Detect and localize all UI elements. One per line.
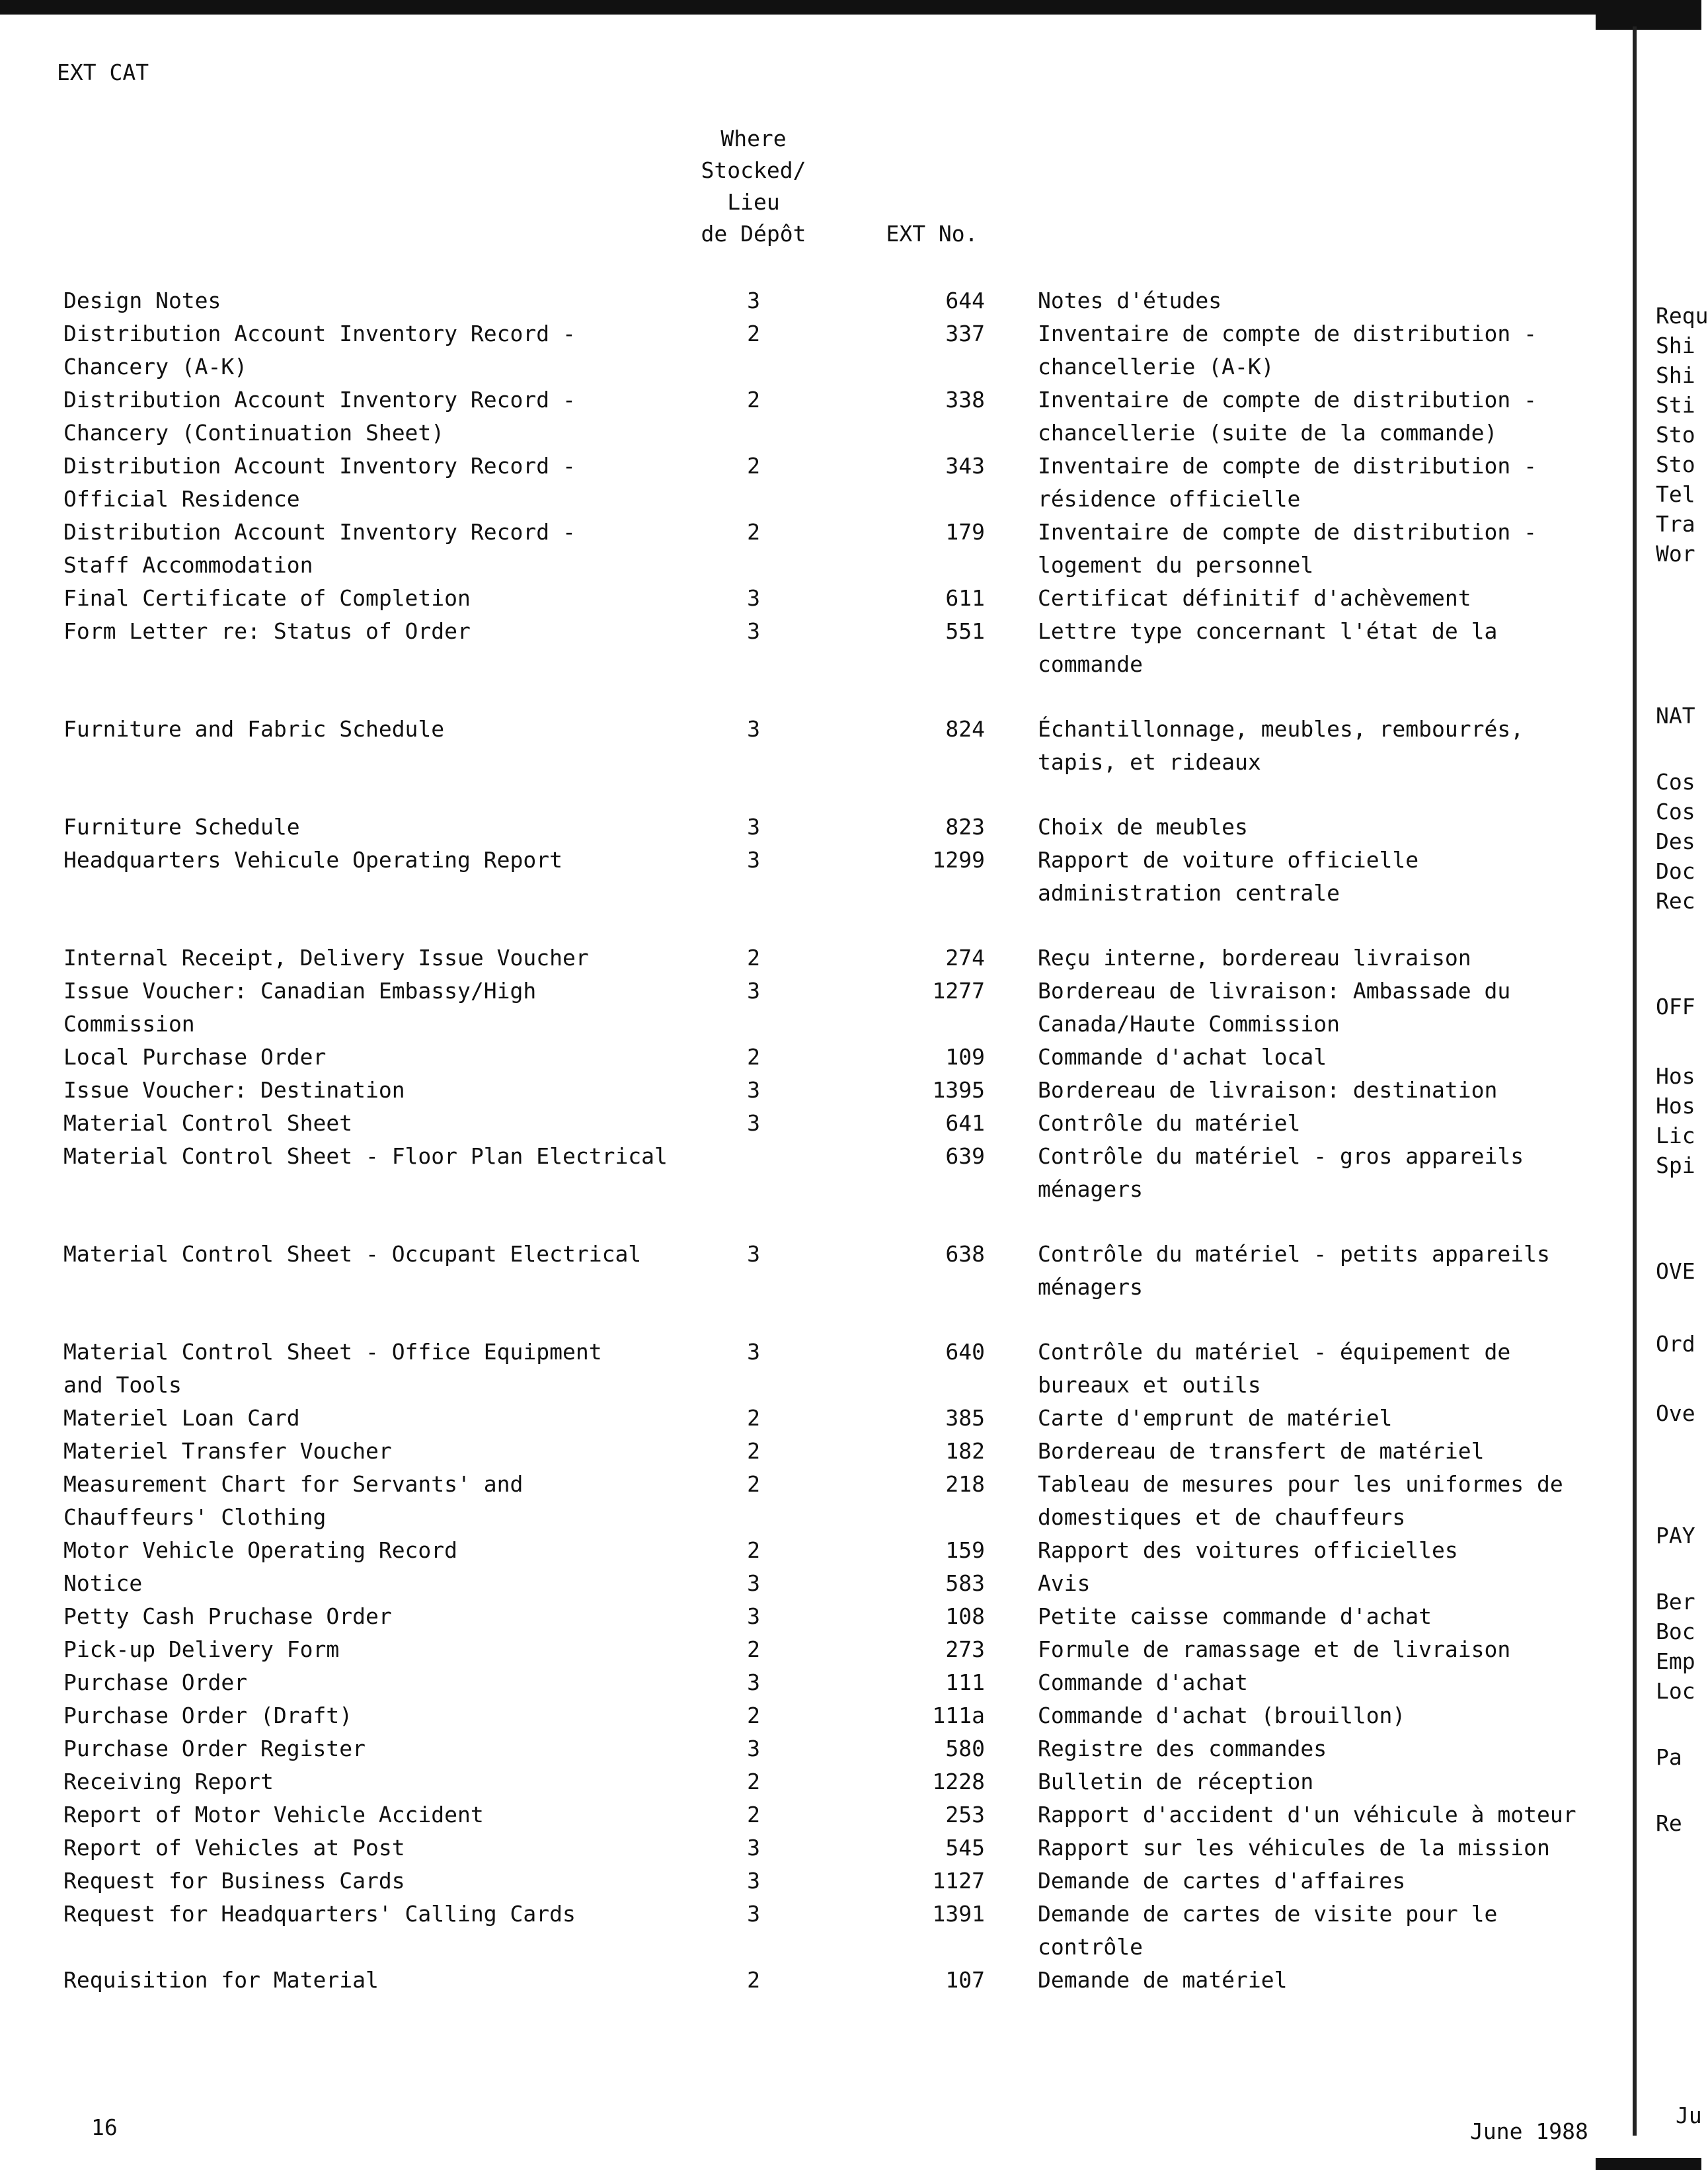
ext-number-cell: 1127 bbox=[932, 1868, 985, 1894]
where-stocked-cell: 2 bbox=[747, 1769, 760, 1794]
french-title-cell: Choix de meubles bbox=[1038, 814, 1248, 840]
where-stocked-cell: 3 bbox=[747, 1241, 760, 1267]
cut-off-text-fragment: Tra bbox=[1656, 511, 1695, 537]
table-row bbox=[0, 1041, 1586, 1074]
cut-off-text-fragment: Sto bbox=[1656, 452, 1695, 477]
english-title-cell: Internal Receipt, Delivery Issue Voucher bbox=[63, 945, 589, 971]
where-stocked-cell: 3 bbox=[747, 1570, 760, 1596]
where-stocked-cell: 3 bbox=[747, 978, 760, 1004]
where-stocked-cell: 3 bbox=[747, 288, 760, 313]
english-title-cell: Materiel Transfer Voucher bbox=[63, 1438, 392, 1464]
ext-number-cell: 638 bbox=[945, 1241, 985, 1267]
cut-off-text-fragment: Ber bbox=[1656, 1589, 1695, 1615]
french-title-cell: Rapport de voiture officielle administration centrale bbox=[1038, 847, 1419, 906]
table-row bbox=[0, 1336, 1586, 1402]
english-title-cell: Distribution Account Inventory Record - Chancery (Continuation Sheet) bbox=[63, 387, 576, 446]
cut-off-text-fragment: Spi bbox=[1656, 1152, 1695, 1178]
english-title-cell: Material Control Sheet - Office Equipment and Tools bbox=[63, 1339, 602, 1398]
ext-number-cell: 179 bbox=[945, 519, 985, 545]
ext-number-cell: 182 bbox=[945, 1438, 985, 1464]
english-title-cell: Headquarters Vehicule Operating Report bbox=[63, 847, 563, 873]
ext-number-cell: 639 bbox=[945, 1143, 985, 1169]
french-title-cell: Commande d'achat bbox=[1038, 1669, 1248, 1695]
english-title-cell: Local Purchase Order bbox=[63, 1044, 327, 1070]
cut-off-text-fragment: Hos bbox=[1656, 1063, 1695, 1089]
french-title-cell: Avis bbox=[1038, 1570, 1091, 1596]
where-stocked-cell: 3 bbox=[747, 847, 760, 873]
english-title-cell: Notice bbox=[63, 1570, 143, 1596]
english-title-cell: Distribution Account Inventory Record - Staff Accommodation bbox=[63, 519, 576, 578]
english-title-cell: Design Notes bbox=[63, 288, 221, 313]
where-stocked-cell: 3 bbox=[747, 585, 760, 611]
french-title-cell: Demande de cartes de visite pour le contrôle bbox=[1038, 1901, 1498, 1960]
table-row bbox=[0, 615, 1586, 681]
table-row bbox=[0, 1402, 1586, 1435]
where-stocked-column-header: Where Stocked/ Lieu de Dépôt bbox=[701, 126, 806, 247]
ext-number-cell: 1299 bbox=[932, 847, 985, 873]
table-row bbox=[0, 1865, 1586, 1898]
english-title-cell: Request for Headquarters' Calling Cards bbox=[63, 1901, 576, 1927]
french-title-cell: Petite caisse commande d'achat bbox=[1038, 1603, 1432, 1629]
table-row bbox=[0, 1765, 1586, 1798]
table-row bbox=[0, 1435, 1586, 1468]
ext-number-cell: 274 bbox=[945, 945, 985, 971]
cut-off-text-fragment: Wor bbox=[1656, 541, 1695, 567]
ext-number-cell: 824 bbox=[945, 716, 985, 742]
english-title-cell: Distribution Account Inventory Record - Chancery (A-K) bbox=[63, 321, 576, 380]
cut-off-text-fragment: Tel bbox=[1656, 481, 1695, 507]
where-stocked-cell: 2 bbox=[747, 1802, 760, 1828]
french-title-cell: Bordereau de livraison: Ambassade du Canada/Haute Commission bbox=[1038, 978, 1511, 1037]
ext-number-cell: 109 bbox=[945, 1044, 985, 1070]
cut-off-text-fragment: Cos bbox=[1656, 769, 1695, 795]
french-title-cell: Bordereau de transfert de matériel bbox=[1038, 1438, 1485, 1464]
french-title-cell: Demande de cartes d'affaires bbox=[1038, 1868, 1406, 1894]
where-stocked-cell: 2 bbox=[747, 519, 760, 545]
scan-corner-shadow bbox=[1596, 0, 1701, 30]
ext-number-cell: 108 bbox=[945, 1603, 985, 1629]
cut-off-text-fragment: Shi bbox=[1656, 362, 1695, 388]
english-title-cell: Report of Vehicles at Post bbox=[63, 1835, 405, 1861]
english-title-cell: Receiving Report bbox=[63, 1769, 274, 1794]
ext-number-cell: 385 bbox=[945, 1405, 985, 1431]
french-title-cell: Reçu interne, bordereau livraison bbox=[1038, 945, 1471, 971]
english-title-cell: Material Control Sheet - Floor Plan Electrical bbox=[63, 1143, 668, 1169]
french-title-cell: Commande d'achat local bbox=[1038, 1044, 1327, 1070]
english-title-cell: Requisition for Material bbox=[63, 1967, 379, 1993]
ext-number-cell: 580 bbox=[945, 1736, 985, 1761]
english-title-cell: Issue Voucher: Canadian Embassy/High Commission bbox=[63, 978, 537, 1037]
english-title-cell: Measurement Chart for Servants' and Chauffeurs' Clothing bbox=[63, 1471, 524, 1530]
french-title-cell: Rapport d'accident d'un véhicule à moteur bbox=[1038, 1802, 1576, 1828]
scan-top-border bbox=[0, 0, 1701, 15]
where-stocked-cell: 3 bbox=[747, 1077, 760, 1103]
english-title-cell: Request for Business Cards bbox=[63, 1868, 405, 1894]
ext-number-cell: 111 bbox=[945, 1669, 985, 1695]
table-row bbox=[0, 383, 1586, 450]
french-title-cell: Inventaire de compte de distribution - résidence officielle bbox=[1038, 453, 1537, 512]
ext-number-cell: 111a bbox=[932, 1703, 985, 1728]
english-title-cell: Material Control Sheet bbox=[63, 1110, 353, 1136]
where-stocked-cell: 2 bbox=[747, 1703, 760, 1728]
ext-number-cell: 1391 bbox=[932, 1901, 985, 1927]
cut-off-text-fragment: NAT bbox=[1656, 703, 1695, 729]
english-title-cell: Furniture and Fabric Schedule bbox=[63, 716, 445, 742]
cut-off-text-fragment: Requ bbox=[1656, 303, 1708, 329]
cut-off-text-fragment: PAY bbox=[1656, 1523, 1695, 1548]
table-row bbox=[0, 1534, 1586, 1567]
cut-off-text-fragment: Rec bbox=[1656, 888, 1695, 914]
table-row bbox=[0, 1140, 1586, 1206]
table-row bbox=[0, 284, 1586, 317]
table-row bbox=[0, 450, 1586, 516]
french-title-cell: Lettre type concernant l'état de la commande bbox=[1038, 618, 1498, 677]
french-title-cell: Notes d'études bbox=[1038, 288, 1222, 313]
english-title-cell: Form Letter re: Status of Order bbox=[63, 618, 471, 644]
table-row bbox=[0, 1798, 1586, 1831]
where-stocked-cell: 3 bbox=[747, 716, 760, 742]
where-stocked-cell: 2 bbox=[747, 1471, 760, 1497]
french-title-cell: Bordereau de livraison: destination bbox=[1038, 1077, 1498, 1103]
ext-number-cell: 545 bbox=[945, 1835, 985, 1861]
where-stocked-cell: 3 bbox=[747, 618, 760, 644]
table-row bbox=[0, 1468, 1586, 1534]
table-row bbox=[0, 582, 1586, 615]
ext-number-cell: 253 bbox=[945, 1802, 985, 1828]
french-title-cell: Rapport des voitures officielles bbox=[1038, 1537, 1458, 1563]
ext-number-cell: 1395 bbox=[932, 1077, 985, 1103]
english-title-cell: Final Certificate of Completion bbox=[63, 585, 471, 611]
ext-number-column-header: EXT No. bbox=[886, 221, 978, 247]
french-title-cell: Bulletin de réception bbox=[1038, 1769, 1314, 1794]
where-stocked-cell: 3 bbox=[747, 1339, 760, 1365]
table-row bbox=[0, 1699, 1586, 1732]
table-row bbox=[0, 811, 1586, 844]
english-title-cell: Report of Motor Vehicle Accident bbox=[63, 1802, 484, 1828]
english-title-cell: Purchase Order Register bbox=[63, 1736, 366, 1761]
cut-off-text-fragment: OVE bbox=[1656, 1258, 1695, 1284]
french-title-cell: Contrôle du matériel - équipement de bureaux et outils bbox=[1038, 1339, 1511, 1398]
english-title-cell: Material Control Sheet - Occupant Electrical bbox=[63, 1241, 642, 1267]
where-stocked-cell: 2 bbox=[747, 1537, 760, 1563]
where-stocked-cell: 2 bbox=[747, 1967, 760, 1993]
ext-number-cell: 337 bbox=[945, 321, 985, 346]
english-title-cell: Purchase Order (Draft) bbox=[63, 1703, 353, 1728]
table-row bbox=[0, 713, 1586, 779]
cut-off-text-fragment: Sti bbox=[1656, 392, 1695, 418]
french-title-cell: Certificat définitif d'achèvement bbox=[1038, 585, 1471, 611]
english-title-cell: Purchase Order bbox=[63, 1669, 248, 1695]
page-header-code: EXT CAT bbox=[57, 60, 149, 85]
english-title-cell: Furniture Schedule bbox=[63, 814, 300, 840]
ext-number-cell: 644 bbox=[945, 288, 985, 313]
english-title-cell: Issue Voucher: Destination bbox=[63, 1077, 405, 1103]
table-row bbox=[0, 1732, 1586, 1765]
cut-off-text-fragment: Ove bbox=[1656, 1400, 1695, 1426]
french-title-cell: Demande de matériel bbox=[1038, 1967, 1288, 1993]
english-title-cell: Pick-up Delivery Form bbox=[63, 1636, 340, 1662]
french-title-cell: Contrôle du matériel bbox=[1038, 1110, 1301, 1136]
french-title-cell: Registre des commandes bbox=[1038, 1736, 1327, 1761]
english-title-cell: Petty Cash Pruchase Order bbox=[63, 1603, 392, 1629]
ext-number-cell: 218 bbox=[945, 1471, 985, 1497]
table-row bbox=[0, 1074, 1586, 1107]
ext-number-cell: 1228 bbox=[932, 1769, 985, 1794]
where-stocked-cell: 3 bbox=[747, 1835, 760, 1861]
form-catalogue-table bbox=[0, 284, 1586, 1997]
table-row bbox=[0, 975, 1586, 1041]
table-row bbox=[0, 844, 1586, 910]
french-title-cell: Échantillonnage, meubles, rembourrés, tapis, et rideaux bbox=[1038, 716, 1524, 775]
ext-number-cell: 583 bbox=[945, 1570, 985, 1596]
french-title-cell: Inventaire de compte de distribution - chancellerie (A-K) bbox=[1038, 321, 1537, 380]
cut-off-text-fragment: Des bbox=[1656, 828, 1695, 854]
ext-number-cell: 641 bbox=[945, 1110, 985, 1136]
table-row bbox=[0, 1964, 1586, 1997]
french-title-cell: Inventaire de compte de distribution - logement du personnel bbox=[1038, 519, 1537, 578]
where-stocked-cell: 3 bbox=[747, 814, 760, 840]
ext-number-cell: 551 bbox=[945, 618, 985, 644]
french-title-cell: Inventaire de compte de distribution - chancellerie (suite de la commande) bbox=[1038, 387, 1537, 446]
french-title-cell: Contrôle du matériel - gros appareils ménagers bbox=[1038, 1143, 1524, 1202]
table-row bbox=[0, 942, 1586, 975]
french-title-cell: Carte d'emprunt de matériel bbox=[1038, 1405, 1393, 1431]
where-stocked-cell: 3 bbox=[747, 1603, 760, 1629]
ext-number-cell: 159 bbox=[945, 1537, 985, 1563]
table-row bbox=[0, 1666, 1586, 1699]
where-stocked-cell: 2 bbox=[747, 453, 760, 479]
french-title-cell: Formule de ramassage et de livraison bbox=[1038, 1636, 1511, 1662]
french-title-cell: Contrôle du matériel - petits appareils ménagers bbox=[1038, 1241, 1550, 1300]
cut-off-text-fragment: OFF bbox=[1656, 994, 1695, 1020]
where-stocked-cell: 3 bbox=[747, 1110, 760, 1136]
french-title-cell: Rapport sur les véhicules de la mission bbox=[1038, 1835, 1550, 1861]
table-row bbox=[0, 1898, 1586, 1964]
ext-number-cell: 273 bbox=[945, 1636, 985, 1662]
where-stocked-cell: 2 bbox=[747, 321, 760, 346]
table-row bbox=[0, 1567, 1586, 1600]
cut-off-text-fragment: Shi bbox=[1656, 333, 1695, 358]
cut-off-text-fragment: Lic bbox=[1656, 1123, 1695, 1148]
ext-number-cell: 1277 bbox=[932, 978, 985, 1004]
where-stocked-cell: 2 bbox=[747, 1405, 760, 1431]
where-stocked-cell: 2 bbox=[747, 387, 760, 413]
table-row bbox=[0, 1107, 1586, 1140]
cut-off-text-fragment: Boc bbox=[1656, 1619, 1695, 1644]
scan-bottom-border bbox=[1596, 2158, 1701, 2170]
french-title-cell: Tableau de mesures pour les uniformes de domestiques et de chauffeurs bbox=[1038, 1471, 1563, 1530]
ext-number-cell: 343 bbox=[945, 453, 985, 479]
cut-off-text-fragment: Doc bbox=[1656, 858, 1695, 884]
cut-off-text-fragment: Re bbox=[1656, 1810, 1682, 1836]
ext-number-cell: 611 bbox=[945, 585, 985, 611]
english-title-cell: Distribution Account Inventory Record - Official Residence bbox=[63, 453, 576, 512]
cut-off-text-fragment: Ord bbox=[1656, 1331, 1695, 1357]
cut-off-text-fragment: Pa bbox=[1656, 1744, 1682, 1770]
table-row bbox=[0, 1600, 1586, 1633]
french-title-cell: Commande d'achat (brouillon) bbox=[1038, 1703, 1406, 1728]
where-stocked-cell: 2 bbox=[747, 1636, 760, 1662]
cut-off-text-fragment: Cos bbox=[1656, 799, 1695, 824]
cut-off-text-fragment: Emp bbox=[1656, 1648, 1695, 1674]
next-page-footer-fragment: Ju bbox=[1676, 2103, 1702, 2128]
table-row bbox=[0, 317, 1586, 383]
table-row bbox=[0, 516, 1586, 582]
table-row bbox=[0, 1831, 1586, 1865]
where-stocked-cell: 2 bbox=[747, 1438, 760, 1464]
page-spine-line bbox=[1633, 26, 1637, 2136]
english-title-cell: Materiel Loan Card bbox=[63, 1405, 300, 1431]
page-number: 16 bbox=[91, 2114, 118, 2140]
table-row bbox=[0, 1633, 1586, 1666]
cut-off-text-fragment: Hos bbox=[1656, 1093, 1695, 1119]
where-stocked-cell: 2 bbox=[747, 945, 760, 971]
table-row bbox=[0, 1238, 1586, 1304]
ext-number-cell: 107 bbox=[945, 1967, 985, 1993]
cut-off-text-fragment: Sto bbox=[1656, 422, 1695, 448]
where-stocked-cell: 3 bbox=[747, 1736, 760, 1761]
ext-number-cell: 338 bbox=[945, 387, 985, 413]
where-stocked-cell: 3 bbox=[747, 1868, 760, 1894]
english-title-cell: Motor Vehicle Operating Record bbox=[63, 1537, 458, 1563]
where-stocked-cell: 2 bbox=[747, 1044, 760, 1070]
ext-number-cell: 823 bbox=[945, 814, 985, 840]
where-stocked-cell: 3 bbox=[747, 1669, 760, 1695]
page-date: June 1988 bbox=[1470, 2118, 1588, 2144]
where-stocked-cell: 3 bbox=[747, 1901, 760, 1927]
ext-number-cell: 640 bbox=[945, 1339, 985, 1365]
cut-off-text-fragment: Loc bbox=[1656, 1678, 1695, 1704]
